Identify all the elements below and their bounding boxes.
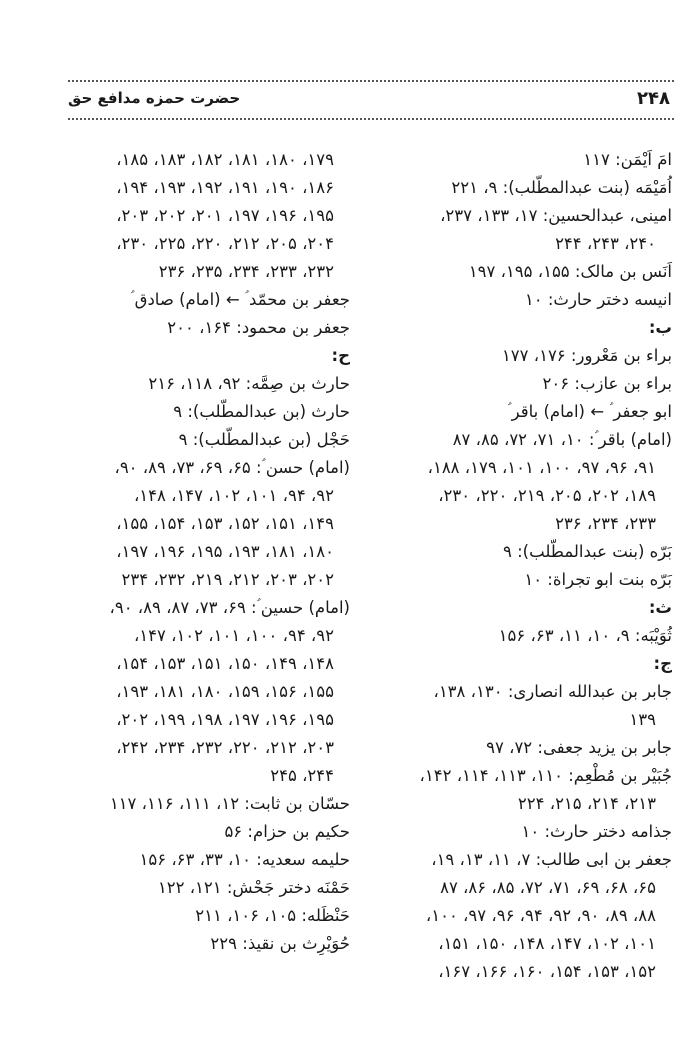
letter-heading: ث: — [648, 598, 672, 617]
index-entry: حَجْل (بن عبدالمطّلب): ۹ — [178, 430, 350, 449]
index-entry: جابر بن یزید جعفی: ۷۲، ۹۷ — [486, 738, 672, 757]
letter-heading: ج: — [653, 654, 672, 673]
index-entry: براء بن عازب: ۲۰۶ — [542, 374, 672, 393]
index-entry-continuation: ۱۵۲، ۱۵۳، ۱۵۴، ۱۶۰، ۱۶۶، ۱۶۷، — [438, 962, 656, 981]
index-entry-continuation: ۲۰۲، ۲۰۳، ۲۱۲، ۲۱۹، ۲۳۲، ۲۳۴ — [121, 570, 334, 589]
index-entry: امَ اَیْمَن: ۱۱۷ — [583, 150, 672, 169]
page-number: ۲۴۸ — [637, 88, 670, 109]
index-entry-continuation: ۱۸۶، ۱۹۰، ۱۹۱، ۱۹۲، ۱۹۳، ۱۹۴، — [116, 178, 334, 197]
index-entry: حلیمه سعدیه: ۱۰، ۳۳، ۶۳، ۱۵۶ — [139, 850, 350, 869]
index-column-left — [60, 146, 350, 958]
index-entry-continuation: ۱۴۸، ۱۴۹، ۱۵۰، ۱۵۱، ۱۵۳، ۱۵۴، — [116, 654, 334, 673]
index-entry: حسّان بن ثابت: ۱۲، ۱۱۱، ۱۱۶، ۱۱۷ — [109, 794, 350, 813]
header-rule-top — [68, 80, 674, 82]
index-entry: حُوَیْرِث بن نقیذ: ۲۲۹ — [210, 934, 350, 953]
index-entry: جعفر بن ابی طالب: ۷، ۱۱، ۱۳، ۱۹، — [431, 850, 672, 869]
index-entry-continuation: ۱۷۹، ۱۸۰، ۱۸۱، ۱۸۲، ۱۸۳، ۱۸۵، — [116, 150, 334, 169]
index-entry: ابو جعفر ؑ ← (امام) باقر ؑ — [507, 402, 672, 421]
index-entry-continuation: ۱۴۹، ۱۵۱، ۱۵۲، ۱۵۳، ۱۵۴، ۱۵۵، — [116, 514, 334, 533]
index-entry-continuation: ۹۱، ۹۶، ۹۷، ۱۰۰، ۱۰۱، ۱۷۹، ۱۸۸، — [427, 458, 656, 477]
index-entry: ثُوَیْبَه: ۹، ۱۰، ۱۱، ۶۳، ۱۵۶ — [498, 626, 672, 645]
letter-heading: ح: — [331, 346, 350, 365]
index-entry: جعفر بن محمّد ؑ ← (امام) صادق ؑ — [130, 290, 350, 309]
index-entry-continuation: ۲۳۲، ۲۳۳، ۲۳۴، ۲۳۵، ۲۳۶ — [158, 262, 334, 281]
index-entry: جُبَیْر بن مُطْعِم: ۱۱۰، ۱۱۳، ۱۱۴، ۱۴۲، — [419, 766, 672, 785]
index-entry: (امام) باقر ؑ: ۱۰، ۷۱، ۷۲، ۸۵، ۸۷ — [452, 430, 672, 449]
index-entry-continuation: ۲۳۳، ۲۳۴، ۲۳۶ — [555, 514, 656, 533]
index-entry-continuation: ۸۸، ۸۹، ۹۰، ۹۲، ۹۴، ۹۶، ۹۷، ۱۰۰، — [425, 906, 656, 925]
index-entry: حارث (بن عبدالمطّلب): ۹ — [173, 402, 350, 421]
index-entry-continuation: ۶۵، ۶۸، ۶۹، ۷۱، ۷۲، ۸۵، ۸۶، ۸۷ — [440, 878, 656, 897]
running-title: حضرت حمزه مدافع حق — [68, 89, 241, 107]
index-entry: امینی، عبدالحسین: ۱۷، ۱۳۳، ۲۳۷، — [440, 206, 672, 225]
index-entry: حَنْظَله: ۱۰۵، ۱۰۶، ۲۱۱ — [195, 906, 350, 925]
index-entry-continuation: ۲۱۳، ۲۱۴، ۲۱۵، ۲۲۴ — [517, 794, 656, 813]
index-entry: جابر بن عبدالله انصاری: ۱۳۰، ۱۳۸، — [433, 682, 672, 701]
header-rule-bottom — [68, 118, 674, 120]
index-entry: بَرّه بنت ابو تجراة: ۱۰ — [524, 570, 672, 589]
index-entry: جعفر بن محمود: ۱۶۴، ۲۰۰ — [167, 318, 350, 337]
index-entry: اَنَس بن مالک: ۱۵۵، ۱۹۵، ۱۹۷ — [468, 262, 672, 281]
index-entry-continuation: ۱۰۱، ۱۰۲، ۱۴۷، ۱۴۸، ۱۵۰، ۱۵۱، — [438, 934, 656, 953]
index-entry: جذامه دختر حارث: ۱۰ — [521, 822, 672, 841]
index-entry-continuation: ۱۵۵، ۱۵۶، ۱۵۹، ۱۸۰، ۱۸۱، ۱۹۳، — [116, 682, 334, 701]
index-entry: (امام) حسین ؑ: ۶۹، ۷۳، ۸۷، ۸۹، ۹۰، — [109, 598, 350, 617]
letter-heading: ب: — [648, 318, 672, 337]
index-entry: براء بن مَعْرور: ۱۷۶، ۱۷۷ — [501, 346, 672, 365]
index-entry: حارث بن صِمَّه: ۹۲، ۱۱۸، ۲۱۶ — [148, 374, 350, 393]
index-entry-continuation: ۲۰۴، ۲۰۵، ۲۱۲، ۲۲۰، ۲۲۵، ۲۳۰، — [116, 234, 334, 253]
index-entry-continuation: ۲۴۰، ۲۴۳، ۲۴۴ — [555, 234, 656, 253]
index-entry-continuation: ۱۳۹ — [629, 710, 656, 729]
index-entry: (امام) حسن ؑ: ۶۵، ۶۹، ۷۳، ۸۹، ۹۰، — [114, 458, 350, 477]
index-entry: بَرّه (بنت عبدالمطّلب): ۹ — [503, 542, 672, 561]
index-column-right — [372, 146, 672, 986]
index-entry: انیسه دختر حارث: ۱۰ — [524, 290, 672, 309]
index-entry-continuation: ۱۸۹، ۲۰۲، ۲۰۵، ۲۱۹، ۲۲۰، ۲۳۰، — [438, 486, 656, 505]
index-entry: حکیم بن حزام: ۵۶ — [224, 822, 350, 841]
index-entry-continuation: ۹۲، ۹۴، ۱۰۱، ۱۰۲، ۱۴۷، ۱۴۸، — [133, 486, 334, 505]
index-entry-continuation: ۹۲، ۹۴، ۱۰۰، ۱۰۱، ۱۰۲، ۱۴۷، — [133, 626, 334, 645]
index-entry-continuation: ۱۸۰، ۱۸۱، ۱۹۳، ۱۹۵، ۱۹۶، ۱۹۷، — [116, 542, 334, 561]
index-entry-continuation: ۱۹۵، ۱۹۶، ۱۹۷، ۲۰۱، ۲۰۲، ۲۰۳، — [116, 206, 334, 225]
index-entry-continuation: ۲۴۴، ۲۴۵ — [270, 766, 334, 785]
index-entry: اُمَیْمَه (بنت عبدالمطّلب): ۹، ۲۲۱ — [451, 178, 672, 197]
index-entry-continuation: ۲۰۳، ۲۱۲، ۲۲۰، ۲۳۲، ۲۳۴، ۲۴۲، — [116, 738, 334, 757]
index-entry: حَمْنَه دختر جَحْش: ۱۲۱، ۱۲۲ — [157, 878, 350, 897]
index-entry-continuation: ۱۹۵، ۱۹۶، ۱۹۷، ۱۹۸، ۱۹۹، ۲۰۲، — [116, 710, 334, 729]
